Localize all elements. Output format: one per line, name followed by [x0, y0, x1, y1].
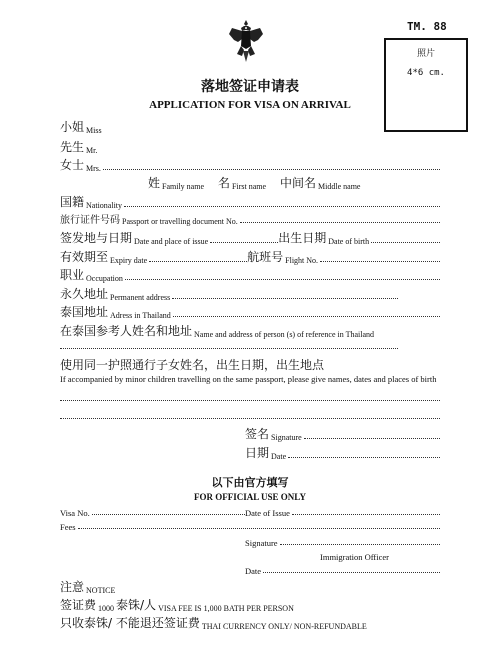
children-cn-text: 使用同一护照通行子女姓名，出生日期，出生地点 [60, 358, 325, 372]
mrs-cn: 女士 [60, 158, 85, 172]
thailand-line [173, 315, 440, 317]
permanent-en: Permanent address [110, 293, 171, 302]
visa-no-line [92, 513, 245, 515]
notice1-cn2: 泰铢/人 [116, 598, 157, 612]
salutation-mr[interactable] [60, 138, 97, 155]
title-cn: 落地签证申请表 [201, 79, 299, 95]
signature-en: Signature [271, 433, 302, 442]
date-en: Date [271, 452, 287, 461]
thailand-en: Adress in Thailand [110, 311, 171, 320]
mr-en: Mr. [86, 146, 98, 155]
date-of-issue-label: Date of Issue [245, 508, 290, 518]
mrs-en: Mrs. [86, 164, 101, 173]
official-date-field[interactable] [245, 566, 440, 576]
notice-en: NOTICE [86, 586, 116, 595]
reference-line[interactable] [60, 348, 398, 349]
expiry-en: Expiry date [110, 256, 148, 265]
official-signature-field[interactable] [245, 538, 440, 548]
notice-line-1 [60, 596, 294, 613]
middle-cn: 中间名 [280, 176, 317, 190]
first-en: First name [232, 182, 267, 191]
fees-line [78, 527, 440, 529]
reference-field [60, 322, 374, 339]
issue-birth-field[interactable] [60, 229, 440, 246]
garuda-emblem-icon [228, 18, 264, 64]
permanent-line [172, 297, 398, 299]
signature-field[interactable] [245, 425, 440, 442]
salutation-mrs[interactable] [60, 156, 440, 173]
notice-cn: 注意 [60, 580, 85, 594]
miss-en: Miss [86, 126, 102, 135]
nationality-cn: 国籍 [60, 195, 85, 209]
visa-no-label: Visa No. [60, 508, 90, 518]
date-cn: 日期 [245, 446, 270, 460]
notice2-en: THAI CURRENCY ONLY/ NON-REFUNDABLE [201, 622, 367, 631]
miss-cn: 小姐 [60, 120, 85, 134]
photo-label: 照片 [416, 49, 435, 59]
passport-field[interactable] [60, 211, 440, 226]
date-of-issue-line [292, 513, 440, 515]
expiry-flight-field[interactable] [60, 248, 440, 265]
date-line [288, 456, 440, 458]
official-date-label: Date [245, 566, 262, 576]
immigration-officer-label: Immigration Officer [320, 552, 390, 562]
issue-line [210, 241, 278, 243]
children-en [60, 374, 436, 384]
family-en: Family name [162, 182, 205, 191]
notice-title [60, 578, 115, 595]
notice1-en: VISA FEE IS 1,000 BATH PER PERSON [158, 604, 294, 613]
title-en: APPLICATION FOR VISA ON ARRIVAL [149, 99, 351, 111]
thailand-cn: 泰国地址 [60, 305, 109, 319]
fees-label: Fees [60, 522, 76, 532]
issue-en: Date and place of issue [134, 237, 209, 246]
occupation-field[interactable] [60, 266, 440, 283]
children-cn [60, 356, 324, 373]
notice1-cn: 签证费 [60, 598, 97, 612]
reference-cn: 在泰国参考人姓名和地址 [60, 324, 193, 338]
notice-line-2 [60, 614, 367, 631]
middle-en: Middle name [318, 182, 361, 191]
permanent-cn: 永久地址 [60, 287, 109, 301]
occupation-en: Occupation [86, 274, 123, 283]
visa-no-field[interactable] [60, 508, 245, 518]
nationality-field[interactable] [60, 193, 440, 210]
official-title-cn: 以下由官方填写 [211, 476, 289, 489]
flight-en: Flight No. [285, 256, 319, 265]
mrs-line [103, 168, 440, 170]
nationality-line [124, 205, 440, 207]
official-signature-label: Signature [245, 538, 278, 548]
expiry-line [149, 260, 247, 262]
signature-cn: 签名 [245, 427, 270, 441]
family-cn: 姓 [148, 176, 161, 190]
thailand-address-field[interactable] [60, 303, 440, 320]
mr-cn: 先生 [60, 140, 85, 154]
birth-cn: 出生日期 [278, 231, 327, 245]
children-en-text: If accompanied by minor children travelling on the same passport, please give names, dates and places of birth [60, 374, 437, 384]
photo-size: 4*6 cm. [407, 68, 445, 78]
passport-line [240, 221, 440, 223]
flight-cn: 航班号 [247, 250, 284, 264]
flight-line [320, 260, 440, 262]
form-code: TM. 88 [407, 20, 447, 33]
nationality-en: Nationality [86, 201, 123, 210]
occupation-cn: 职业 [60, 268, 85, 282]
date-field[interactable] [245, 444, 440, 461]
expiry-cn: 有效期至 [60, 250, 109, 264]
name-parts [148, 174, 360, 191]
permanent-address-field[interactable] [60, 285, 398, 302]
official-date-line [263, 571, 440, 573]
passport-cn: 旅行证件号码 [60, 215, 120, 226]
passport-en: Passport or travelling document No. [122, 217, 238, 226]
birth-en: Date of birth [328, 237, 370, 246]
children-line-2[interactable] [60, 418, 440, 419]
official-title-en: FOR OFFICIAL USE ONLY [194, 492, 306, 502]
official-signature-line [280, 543, 440, 545]
notice1-num: 1000 [98, 604, 115, 613]
signature-line [304, 437, 440, 439]
first-cn: 名 [218, 176, 231, 190]
notice2-cn: 只收泰铢/ 不能退还签证费 [60, 616, 200, 630]
reference-en: Name and address of person (s) of reference in Thailand [194, 330, 375, 339]
date-of-issue-field[interactable] [245, 508, 440, 518]
children-line-1[interactable] [60, 400, 440, 401]
fees-field[interactable] [60, 522, 440, 532]
birth-line [371, 241, 440, 243]
occupation-line [125, 278, 440, 280]
issue-cn: 签发地与日期 [60, 231, 133, 245]
